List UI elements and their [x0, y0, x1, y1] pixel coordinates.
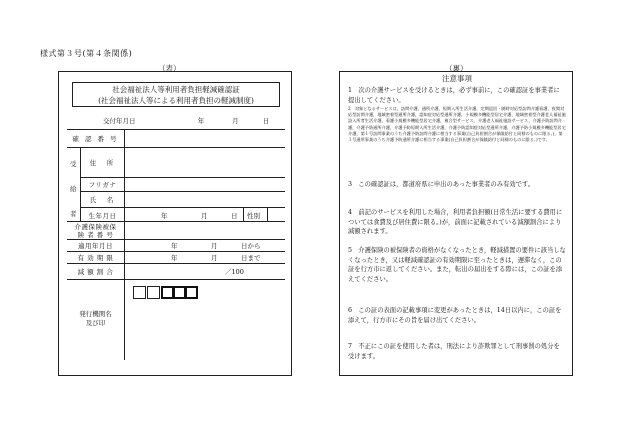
confirm-no-label: 確 認 番 号: [67, 130, 125, 147]
front-card: [58, 71, 292, 376]
valid-day-unit: 日まで: [241, 254, 261, 262]
confirm-no-field[interactable]: [125, 130, 285, 147]
insured-no-row: [67, 222, 285, 240]
address-label: 住 所: [81, 148, 125, 177]
card-title: 社会福祉法人等利用者負担軽減確認証: [112, 85, 240, 94]
reduction-row: [67, 264, 285, 280]
name-row: [81, 192, 285, 208]
address-field[interactable]: [125, 148, 285, 177]
card-title-box: [72, 82, 280, 107]
furigana-label: フリガナ: [81, 178, 125, 191]
issuer-stamp-area[interactable]: [133, 286, 203, 302]
info-grid: [67, 129, 285, 360]
issue-day-unit: 日: [262, 117, 270, 125]
recipient-block: [67, 148, 285, 222]
valid-label: 有 効 期 限: [67, 252, 125, 263]
birth-label: 生年月日: [81, 208, 125, 222]
valid-year-unit: 年: [171, 254, 178, 262]
applicable-label: 適用年月日: [67, 240, 125, 251]
applicable-year-unit: 年: [171, 242, 178, 250]
confirm-no-row: [67, 130, 285, 148]
note-5: 5 介護保険の被保険者の資格がなくなったとき，軽減措置の要件に該当しなくなったとき，又は軽減確認証の有効期限に至ったときは，遅滞なく，この証を行方市に返してください。また，転出の届出をする際には，この証を添えてください。: [348, 247, 566, 283]
valid-month-unit: 月: [211, 254, 218, 262]
notes-title: 注意事項: [442, 74, 472, 83]
recipient-group-label: [67, 148, 81, 221]
furigana-field[interactable]: [125, 178, 285, 191]
address-row: [81, 148, 285, 178]
applicable-row: [67, 240, 285, 252]
note-4: 4 前記のサービスを利用した場合，利用者負担額(日常生活に要する費用については食費及び居住費に限る。)が，前面に記載されている減額割合により減額されます。: [348, 209, 563, 235]
applicable-day-unit: 日から: [241, 242, 261, 250]
issuer-label: [67, 280, 125, 360]
furigana-row: [81, 178, 285, 192]
recipient-char-1: 受: [70, 160, 77, 168]
insured-no-label-1: 介護保険被保: [74, 222, 117, 231]
stamp-cell: [147, 286, 160, 299]
name-label: 氏 名: [81, 192, 125, 207]
note-2: 2 対象となるサービスは，訪問介護，通所介護，短期入所生活介護，定期巡回・随時対応型訪問介護看護，夜間対応型訪問介護，地域密着型通所介護，認知症対応型通所介護，小規模多機能型居宅介護，地域密着型介護老人福祉施設入所者生活介護，看護小規模多機能型居宅介護，複合型サービス，介護老人福祉施設サービス，介護予防訪問介護，介護予防通所介護，介護予防短期入所生活介護，介護予防認知症対応型通所介護，介護予防小規模多機能型居宅介護，第１号訪問事業のうち介護予防訪問介護に相当する事業(自己負担割合が保険給付と同様のものに限る。)，第１号通所事業のうち介護予防通所介護に相当する事業(自己負担割合が保険給付と同様のものに限る。)です。: [348, 106, 566, 143]
issue-date-label: 交付年月日: [103, 117, 136, 125]
reduction-value: ／100: [225, 268, 244, 276]
back-card: [339, 71, 573, 376]
issuer-row: [67, 280, 285, 360]
front-side-label: （表）: [158, 64, 181, 73]
issuer-label-2: 及び印: [85, 319, 106, 327]
name-field[interactable]: [125, 192, 285, 207]
valid-row: [67, 252, 285, 264]
birth-day-unit: 日: [231, 211, 238, 220]
form-number: 様式第３号(第４条関係): [40, 49, 133, 58]
birth-row: [81, 208, 285, 222]
stamp-cell: [133, 286, 146, 299]
note-3: 3 この確認証は，都道府県に申出のあった事業者のみ有効です。: [348, 181, 535, 188]
note-1: 1 次の介護サービスを受けるときは，必ず事前に，この確認証を事業者に提出してください。: [348, 87, 560, 104]
issue-month-unit: 月: [232, 117, 239, 125]
note-6: 6 この証の表面の記載事項に変更があったときは，14日以内に，この証を添えて，行方市にその旨を届け出てください。: [348, 307, 562, 324]
insured-no-field[interactable]: [125, 222, 285, 239]
birth-month-unit: 月: [201, 211, 208, 220]
note-7: 7 不正にこの証を使用した者は，刑法により詐欺罪として刑事罰の処分を受けます。: [348, 343, 560, 360]
issue-date: [103, 116, 269, 125]
applicable-month-unit: 月: [211, 242, 218, 250]
issuer-label-1: 発行機関名: [79, 310, 112, 318]
recipient-char-3: 者: [70, 210, 77, 218]
gender-label: 性別: [247, 211, 260, 220]
back-side-label: （裏）: [445, 64, 468, 73]
insured-no-label-2: 険 者 番 号: [77, 230, 114, 239]
insured-no-label: [67, 222, 125, 239]
stamp-cell: [185, 286, 198, 299]
birth-year-unit: 年: [161, 211, 168, 220]
issue-year-unit: 年: [197, 117, 205, 125]
recipient-char-2: 給: [70, 185, 77, 193]
reduction-label: 減 額 割 合: [67, 264, 125, 279]
card-subtitle: (社会福祉法人等による利用者負担の軽減制度): [98, 96, 254, 105]
